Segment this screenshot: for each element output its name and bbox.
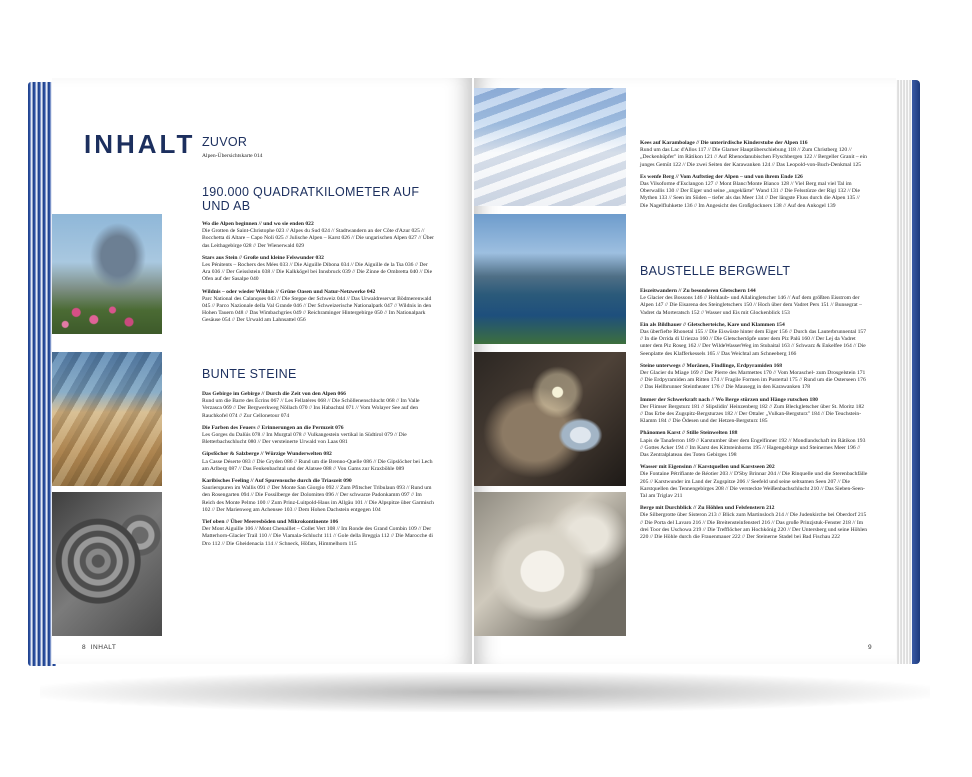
toc-entry <box>640 363 868 392</box>
entry-body: Das überfiefte Rhonetal 155 // Die Eiswüste hinter dem Eiger 156 // Durch das Lauterbrunnental 157 // In die Orrida di Uriezzo 160 // Die Gletschertöpfe unter dem Piz Palü 160 // Der Lej da Vadret unter dem Piz Roseg 162 // Der WildeWasserWeg im Stubaital 163 // Schwarz & Enkelfee 164 // Die Seenplatte des Klafferkessels 165 // Das Weichtal am Schneeberg 166 <box>640 329 867 357</box>
folio-label: INHALT <box>90 644 117 651</box>
toc-entry <box>202 451 434 473</box>
entry-body: Les Gorges du Dalüis 078 // Im Murgtal 078 // Vulkangestein vertikal in Südtirol 079 // Die Bletterbachschlucht 080 // Der versteinerte Urwald von Laas 081 <box>202 432 407 446</box>
entry-body: Die Silbergrotte über Sisteron 213 // Blick zum Martinsloch 214 // Die Judenkirche bei Oberdorf 215 // Die Porta del Lavaro 216 // Die Breitensteinfensterl 216 // Das große Prinzjstuk-Fenster 218 // Im drei Toor des Uschowa 219 // Die Trefflöcher am Hochkönig 220 // Der Untersberg und seine Höhlen 220 // Die Höhle durch die Frauenmauer 222 // Der Steinerne Stadel bei Bad Fischau 222 <box>640 512 868 541</box>
entry-body: Le Glacier des Bossons 146 // Hohlaub- und Allalingletscher 146 // Auf dem größten Eisstrom der Alpen 147 // Die Eisarena des Steingletschers 150 // Hoch über dem Vadret Pers 151 // Bunsegrat – Vadret da Morteratsch 152 // Wasser und Eis mit Glockenblick 153 <box>640 295 862 316</box>
entry-heading: Das Gebirge im Gebirge // Durch die Zeit von den Alpen 066 <box>202 391 346 397</box>
book-cover-edge <box>912 80 920 664</box>
photo-cave-explorer <box>474 352 626 486</box>
entry-body: Der Flimser Bergsturz 181 // Slipslidin' Heinzenberg 182 // Zum Bleckgletscher über St. Moritz 182 // Das Erbe des Zugspitz-Bergsturzes 182 // Der Ottaler „Vulkan-Bergsturz" 184 // Die Teuchstein-Klamm 184 // Die Ödesen und der Hetzen-Bergsturz 185 <box>640 403 865 425</box>
toc-entry <box>640 464 868 500</box>
toc-entry <box>202 255 434 284</box>
entry-body: Rund um die Barre des Écrins 067 // Les Fellatères 068 // Die Schöllenenschlucht 068 // Im Valle Verzasca 069 // Der Bergwerkweg Nöllach 070 // Ins Habachtal 071 // Vom Wolayer See auf den Rauchkofel 074 // Zur Cellonetour 074 <box>202 398 420 419</box>
photo-ammonite-fossil <box>52 492 162 636</box>
entry-body: Les Pénitents – Rochers des Mées 033 // Die Aiguille Dibona 034 // Die Aiguille de la Tsa 036 // Der Ara 036 // Der Geisslstein 038 // Die Kalkkögel bei Innsbruck 039 // Die Zinne de Ombretta 040 // Die Ofen auf der Sasalpe 040 <box>202 262 433 283</box>
page-number: 9 <box>868 644 873 651</box>
entry-heading: Karibisches Feeling // Auf Spurensuche durch die Triaszeit 090 <box>202 478 352 485</box>
entry-body: Parc National des Calanques 043 // Die Steppe der Schweiz 044 // Das Urwaldreservat Bödmerenwald 045 // Parco Nazionale della Val Grande 046 // Der Schweizerische Nationalpark 047 // Wildnis in den Hohen Tauern 048 // Das Wimbachgries 049 // Reichraminger Hintergebirge 050 // Im Nationalpark Gesäuse 054 // Der Urwald am Lahnsattel 056 <box>202 295 432 324</box>
toc-sec-bunte-steine <box>202 367 434 553</box>
entry-heading: Ein als Bildhauer // Gletscherteiche, Kare und Klammen 154 <box>640 321 785 328</box>
toc-entry <box>640 140 868 169</box>
toc-sec-zuvor <box>202 135 432 180</box>
toc-entry <box>202 221 434 250</box>
book-page-edge-right <box>894 80 920 664</box>
toc-entry <box>202 519 434 548</box>
toc-entry <box>640 174 868 210</box>
toc-entry <box>202 478 434 514</box>
right-page <box>474 78 896 664</box>
entry-heading: Kees auf Karambolage // Die unterirdische Kinderstube der Alpen 116 <box>640 140 808 146</box>
entry-body: Der Mont Aiguille 106 // Mont Chenaillet – Collet Vert 108 // Im Ronde des Grand Combin 109 // Der Matterhorn-Glacier Trail 110 // Die Viamala-Schlucht 111 // Gole della Breggia 112 // Die Marocche di Dro 112 // Die Gheidenacia 114 // Schneck, Höfats, Himmelhorn 115 <box>202 526 433 547</box>
entry-heading: Die Farben des Feuers // Erinnerungen an die Permzeit 076 <box>202 424 344 431</box>
entry-heading: Wildnis – oder wieder Wildnis // Grüne Oasen und Natur-Netzwerke 042 <box>202 288 376 295</box>
entry-heading: Es wenfe Berg // Vom Auftstieg der Alpen – und von ihrem Ende 126 <box>640 173 803 180</box>
section-subtitle: Alpen-Übersichtskarte 014 <box>202 153 263 159</box>
left-page <box>52 78 472 664</box>
page-folio <box>82 644 116 651</box>
toc-entry <box>202 391 434 420</box>
photo-folded-rock <box>52 352 162 486</box>
entry-heading: Berge mit Durchblick // Zu Höhlen und Felsfenstern 212 <box>640 505 775 512</box>
entry-body: La Casse Déserte 083 // Die Gryden 086 // Rund um die Brenno-Quelle 086 // Die Gipslöcher bei Lech am Arlberg 087 // Das Fenkenbachtal und der Alatsee 088 // Von Gams zur Kraxböhle 089 <box>202 458 433 472</box>
entry-heading: Immer der Schwerkraft nach // Wo Berge stürzen und Hänge rutschen 180 <box>640 396 818 403</box>
entry-body: Der Glacier du Miage 169 // Der Pierre des Marmettes 170 // Vom Moraschel- zum Drosgelstein 171 // Die Erdpyramiden am Ritten 174 // Fragile Formen im Pustertal 175 // Rund um die Osterseen 176 // Das Hellbrunner Steintheater 176 // Die Mausegg in den Karawanken 178 <box>640 370 866 391</box>
entry-heading: Tief oben // Über Meeresböden und Mikrokontinente 106 <box>202 519 339 526</box>
toc-entry <box>640 430 868 459</box>
toc-entry <box>640 505 868 541</box>
entry-body: Rund um das Lac d'Allos 117 // Die Glarner Hauptüberschiebung 118 // Zum Christberg 120 // „Deckenhüpfer" im Rätikon 121 // Auf Rhenodanubischen Flyschbergen 122 // Bergeller Granit – ein junges Gemüt 122 // Die zwei Seiten der Karawanken 124 // Das Leopold-von-Buch-Denkmal 125 <box>640 147 867 168</box>
section-title: 190.000 QUADRATKILOMETER AUF UND AB <box>202 185 420 213</box>
entry-heading: Gipsföcher & Salzberge // Würzige Wunderwelten 082 <box>202 451 332 458</box>
entry-heading: Phänomen Karst // Stille Steinwelten 188 <box>640 430 738 437</box>
entry-body: Die Grotten de Saint-Christophe 023 // Alpes du Sud 024 // Stadtwandern an der Côte d'Azur 025 // Bocchetta di Altare – Capo Noli 025 // Julische Alpen – Karst 026 // Die ungarischen Alpen 027 // Über das Leithagebirge 028 // Der Wienerwald 029 <box>202 228 434 249</box>
entry-body: Lapis de Tanaferron 189 // Karstumber über dem Engelfinner 192 // Mondlandschaft im Rätikon 193 // Gottes Acker 194 // Im Karst des Kittsteinhorns 195 // Hagengebirge und Steinernes Meer 196 // Das Zentralplateau des Toten Gebirges 198 <box>640 437 866 459</box>
toc-top-entries <box>640 140 868 215</box>
entry-heading: Wasser mit Eigensinn // Karstquellen und Karstseen 202 <box>640 464 775 471</box>
page-number: 8 <box>82 644 87 651</box>
section-title: BAUSTELLE BERGWELT <box>640 264 791 278</box>
photo-glacier-ice <box>474 88 626 206</box>
entry-heading: Wo die Alpen beginnen // und wo sie enden 022 <box>202 221 314 227</box>
section-title: ZUVOR <box>202 135 248 149</box>
entry-heading: Eiszeitwandern // Zu besonderen Gletschern 144 <box>640 288 756 294</box>
entry-heading: Steine unterwegs // Moränen, Findlinge, Erdpyramiden 168 <box>640 362 783 369</box>
toc-sec-quadratkilometer <box>202 185 434 330</box>
photo-alpine-lake <box>474 214 626 344</box>
toc-entry <box>640 397 868 426</box>
entry-body: Das Vilsoforme d'Esclangon 127 // Mont Blanc/Monte Bianco 128 // Viel Berg mal viel Tal im Oberwallis 130 // Der Eiger und seine „ungeklärte" Wand 131 // Die Felsstürze der Rigi 132 // Die Mythen 133 // Seen im Süden – tiefer als das Meer 134 // Der längste Fluss durch die Alpen 135 // Die Nagelfluhkette 136 // Im Angesicht des Großglockners 138 // Auf den Ankogel 139 <box>640 181 860 209</box>
entry-heading: Stars aus Stein // Große und kleine Felswunder 032 <box>202 254 324 261</box>
page-title: INHALT <box>84 129 196 159</box>
book-shadow <box>40 672 930 712</box>
toc-entry <box>640 322 868 358</box>
section-title: BUNTE STEINE <box>202 367 297 381</box>
entry-body: Saurierspuren im Wallis 091 // Der Monte San Giorgio 092 // Zum Pfitscher Tribulaun 093 // Rund um den Rosengarten 094 // Die Fossilberge der Dolomiten 096 // Der schwarze Padonkamm 097 // Im Reich des Monte Pelmo 100 // Zum Prinz-Luitpold-Haus im Allgäu 101 // Die Alpspitze über Garmisch 102 // Der Marienweg am Achensee 103 // Dem Hohen Dachstein entgegen 104 <box>202 485 434 513</box>
toc-entry <box>640 288 868 317</box>
toc-entry <box>202 289 434 325</box>
entry-body: Die Fontaine Pétrifiante de Réotier 203 // D'Sby Brinnar 204 // Die Rinquelle und die Sterenbachfälle 205 // Karstwunder im Land der Zugspitze 206 // Seefeld und seine seltsamen Seen 207 // Die Karstquellen des Tennengebirges 208 // Die versteckte Weißenbachschlucht 210 // Das Sieben-Seen-Tal am Triglav 211 <box>640 471 868 500</box>
toc-sec-baustelle-bergwelt <box>640 264 868 546</box>
toc-entry <box>202 425 434 447</box>
photo-alpine-flowers <box>52 214 162 334</box>
photo-karst-rock <box>474 492 626 636</box>
